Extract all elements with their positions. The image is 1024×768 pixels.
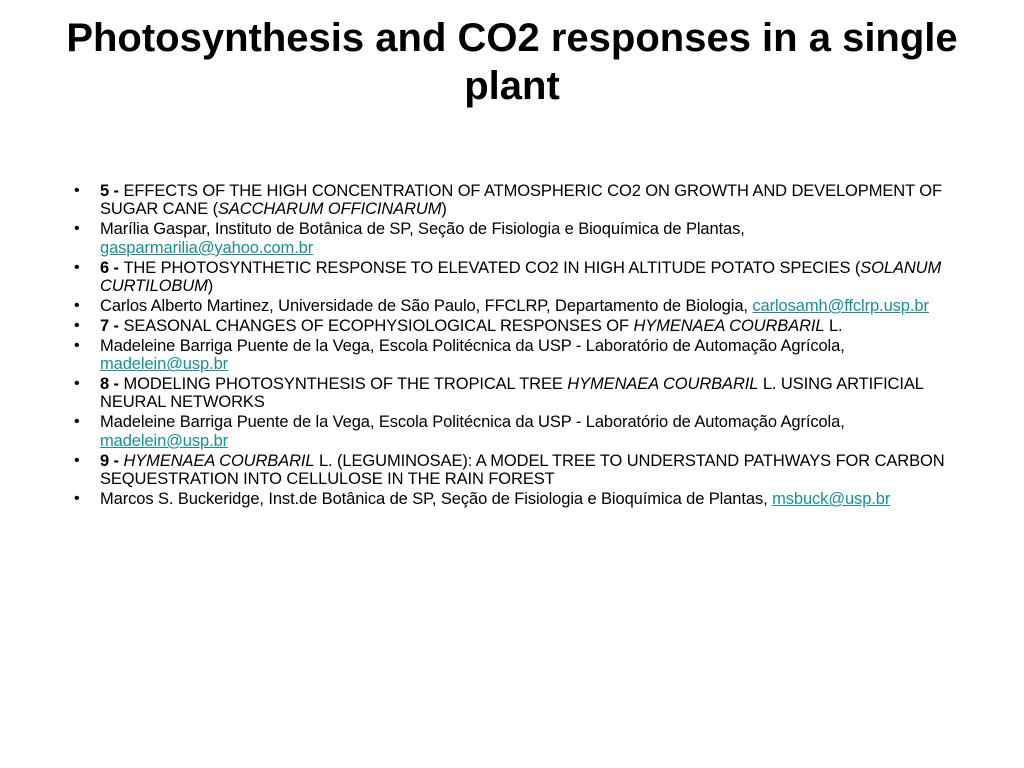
list-item-project-8 [74, 375, 954, 412]
species-name: SACCHARUM OFFICINARUM [217, 200, 442, 219]
list-item-author-8 [74, 413, 954, 450]
project-title-end: L. [824, 316, 843, 335]
bullet-list [74, 182, 954, 510]
project-title-end: L. USING ARTIFICIAL NEURAL NETWORKS [100, 375, 924, 412]
list-item-author-6 [74, 297, 954, 315]
project-number: 7 - [100, 316, 124, 335]
list-item-author-5 [74, 220, 954, 257]
email-link[interactable]: gasparmarilia@yahoo.com.br [100, 238, 314, 257]
bullet-icon: • [74, 182, 80, 199]
author-affiliation: Madeleine Barriga Puente de la Vega, Escola Politécnica da USP - Laboratório de Automação Agrícola, [100, 336, 845, 355]
bullet-icon: • [74, 258, 80, 276]
bullet-icon: • [74, 316, 80, 334]
bullet-icon: • [74, 451, 80, 469]
author-affiliation: Marcos S. Buckeridge, Inst.de Botânica de SP, Seção de Fisiologia e Bioquímica de Plantas, [100, 490, 773, 508]
email-link[interactable]: madelein@usp.br [100, 431, 229, 450]
email-link[interactable]: madelein@usp.br [100, 355, 229, 374]
author-affiliation: Madeleine Barriga Puente de la Vega, Escola Politécnica da USP - Laboratório de Automação Agrícola, [100, 413, 845, 432]
list-item-project-6 [74, 259, 954, 296]
author-affiliation: Carlos Alberto Martinez, Universidade de São Paulo, FFCLRP, Departamento de Biologia, [100, 296, 753, 315]
slide-title: Photosynthesis and CO2 responses in a single plant [66, 16, 958, 108]
project-title-end: L. (LEGUMINOSAE): A MODEL TREE TO UNDERSTAND PATHWAYS FOR CARBON SEQUESTRATION INTO CELLULOSE IN THE RAIN FOREST [100, 451, 945, 489]
project-number: 5 - [100, 182, 124, 200]
author-affiliation: Marília Gaspar, Instituto de Botânica de SP, Seção de Fisiologia e Bioquímica de Plantas, [100, 220, 745, 239]
project-title-end: ) [207, 277, 214, 296]
bullet-icon: • [74, 336, 80, 354]
project-number: 9 - [100, 451, 124, 470]
list-item-author-9 [74, 490, 954, 508]
project-number: 6 - [100, 258, 124, 277]
bullet-icon: • [74, 220, 80, 238]
bullet-icon: • [74, 375, 80, 393]
bullet-icon: • [74, 296, 80, 314]
project-title-end: ) [441, 200, 447, 219]
list-item-project-7 [74, 317, 954, 335]
email-link[interactable]: carlosamh@ffclrp.usp.br [752, 296, 929, 315]
project-title: EFFECTS OF THE HIGH CONCENTRATION OF ATMOSPHERIC CO2 ON GROWTH AND DEVELOPMENT OF SUGAR CANE ( [100, 182, 942, 219]
list-item-project-5 [74, 182, 954, 219]
project-title: THE PHOTOSYNTHETIC RESPONSE TO ELEVATED CO2 IN HIGH ALTITUDE POTATO SPECIES ( [123, 258, 861, 277]
bullet-icon: • [74, 490, 80, 507]
bullet-icon: • [74, 413, 80, 431]
project-title: SEASONAL CHANGES OF ECOPHYSIOLOGICAL RESPONSES OF [123, 316, 634, 335]
list-item-author-7 [74, 337, 954, 374]
species-name: HYMENAEA COURBARIL [123, 451, 315, 470]
species-name: HYMENAEA COURBARIL [633, 316, 825, 335]
project-number: 8 - [100, 375, 124, 394]
species-name: SOLANUM CURTILOBUM [100, 258, 942, 296]
list-item-project-9 [74, 452, 954, 489]
email-link[interactable]: msbuck@usp.br [772, 490, 891, 508]
species-name: HYMENAEA COURBARIL [567, 375, 759, 394]
project-title: MODELING PHOTOSYNTHESIS OF THE TROPICAL TREE [123, 375, 568, 394]
